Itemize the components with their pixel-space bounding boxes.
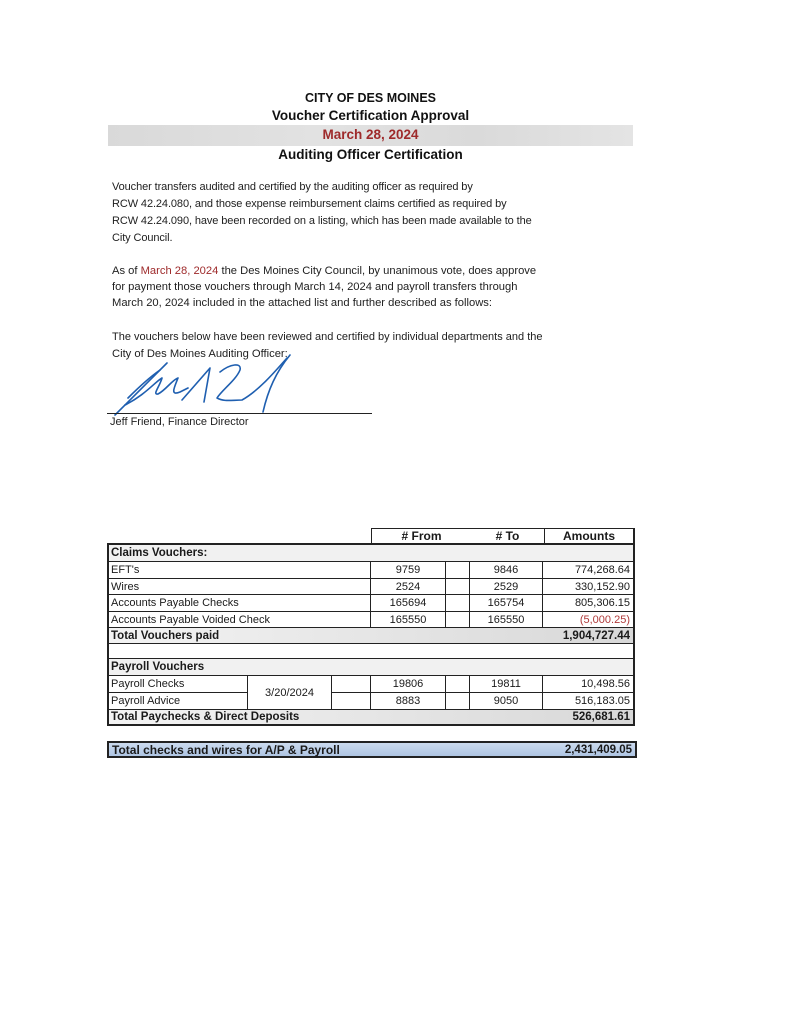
row-from: 165694 (371, 595, 446, 612)
row-to: 165754 (470, 595, 543, 612)
row-label: Accounts Payable Voided Check (109, 612, 371, 628)
row-to: 165550 (470, 612, 543, 628)
paragraph-line: RCW 42.24.090, have been recorded on a listing, which has been made available to the (112, 215, 532, 227)
payroll-section-heading: Payroll Vouchers (109, 659, 633, 676)
column-header-from: # From (401, 529, 442, 543)
approval-date: March 28, 2024 (322, 127, 419, 142)
organization-name: CITY OF DES MOINES (304, 91, 437, 105)
payroll-total-label: Total Paychecks & Direct Deposits (111, 711, 300, 723)
signature-stroke (217, 358, 287, 401)
claims-total-label: Total Vouchers paid (111, 629, 220, 642)
row-label: EFT's (109, 562, 371, 579)
row-to: 9846 (470, 562, 543, 579)
paragraph-prefix: As of (112, 265, 141, 277)
paragraph-line: City Council. (112, 232, 173, 244)
row-spacer (446, 612, 470, 628)
row-from: 8883 (371, 693, 446, 710)
voucher-table (107, 543, 635, 726)
document-title: Voucher Certification Approval (271, 108, 470, 123)
row-spacer (446, 579, 470, 595)
row-to: 19811 (470, 676, 543, 693)
row-amount: 516,183.05 (543, 693, 633, 710)
row-label: Wires (109, 579, 371, 595)
blank-row (109, 644, 633, 659)
payroll-total-row (109, 710, 633, 724)
row-from: 2524 (371, 579, 446, 595)
row-spacer (446, 595, 470, 612)
claims-total-row (109, 628, 633, 644)
paragraph-text: the Des Moines City Council, by unanimous vote, does approve (218, 265, 537, 277)
row-spacer (332, 676, 371, 693)
paragraph-line: Voucher transfers audited and certified by the auditing officer as required by (112, 181, 473, 193)
row-amount: 805,306.15 (543, 595, 633, 612)
row-label: Accounts Payable Checks (109, 595, 371, 612)
document-subtitle: Auditing Officer Certification (278, 147, 463, 162)
row-amount: 10,498.56 (543, 676, 633, 693)
grand-total-bar (107, 741, 637, 758)
signature-stroke (182, 368, 210, 402)
row-amount-negative: (5,000.25) (543, 612, 633, 628)
row-amount: 774,268.64 (543, 562, 633, 579)
row-label: Payroll Advice (109, 693, 248, 710)
row-spacer (446, 693, 470, 710)
paragraph-line: The vouchers below have been reviewed and certified by individual departments and the (112, 331, 543, 343)
row-from: 165550 (371, 612, 446, 628)
signature-image (100, 350, 320, 420)
payroll-total-amount: 526,681.61 (572, 711, 630, 723)
paragraph-line: RCW 42.24.080, and those expense reimbursement claims certified as required by (112, 198, 507, 210)
grand-total-amount: 2,431,409.05 (564, 743, 632, 756)
paragraph-line: City of Des Moines Auditing Officer: (112, 348, 288, 360)
paragraph-line: for payment those vouchers through March 14, 2024 and payroll transfers through (112, 281, 518, 293)
payroll-date: 3/20/2024 (248, 676, 332, 710)
signatory-name: Jeff Friend, Finance Director (110, 416, 249, 428)
row-spacer (332, 693, 371, 710)
claims-total-amount: 1,904,727.44 (562, 629, 630, 642)
row-from: 19806 (371, 676, 446, 693)
row-to: 2529 (470, 579, 543, 595)
approval-paragraph (112, 263, 536, 311)
column-header-amounts: Amounts (544, 529, 633, 544)
claims-section-heading: Claims Vouchers: (109, 545, 633, 562)
row-spacer (446, 676, 470, 693)
column-header-to: # To (495, 529, 520, 543)
row-label: Payroll Checks (109, 676, 248, 693)
paragraph-line (112, 263, 536, 279)
council-date: March 28, 2024 (140, 265, 219, 277)
paragraph-line: March 20, 2024 included in the attached list and further described as follows: (112, 297, 492, 309)
grand-total-label: Total checks and wires for A/P & Payroll (112, 742, 340, 757)
certification-paragraph (112, 179, 532, 247)
row-from: 9759 (371, 562, 446, 579)
row-amount: 330,152.90 (543, 579, 633, 595)
row-spacer (446, 562, 470, 579)
row-to: 9050 (470, 693, 543, 710)
signature-stroke (263, 355, 290, 412)
table-header (371, 528, 635, 544)
